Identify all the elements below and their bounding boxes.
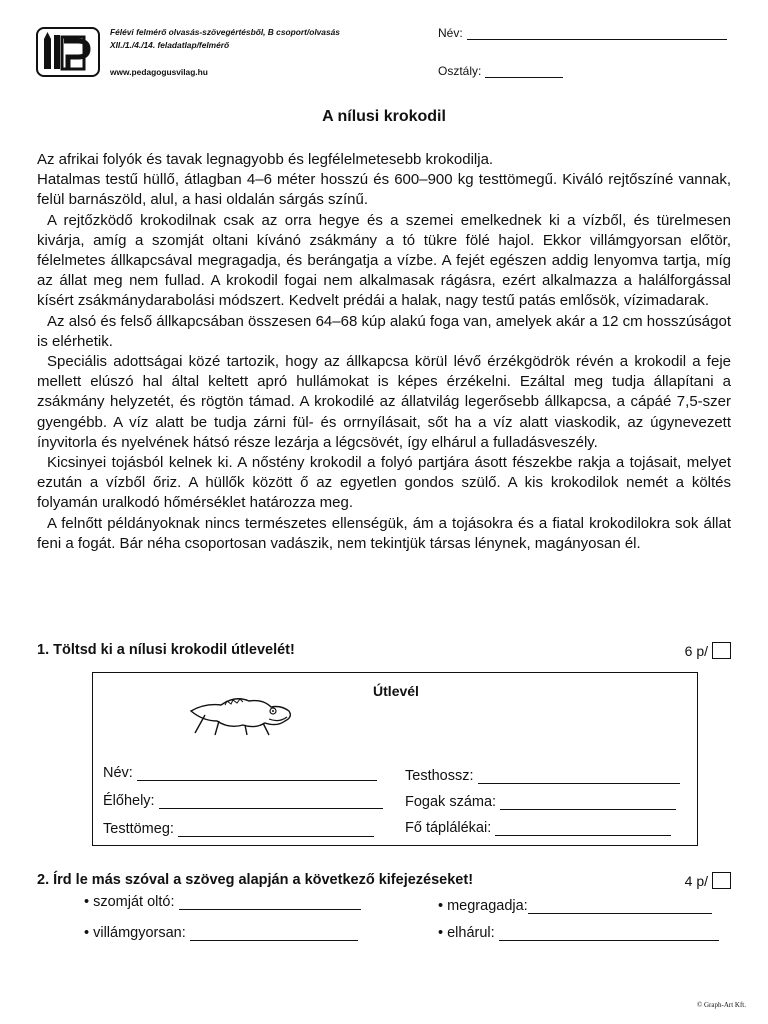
name-blank[interactable] <box>467 28 727 40</box>
task-1-heading <box>37 642 731 658</box>
logo-graphic <box>38 29 98 75</box>
passport-field-teeth[interactable] <box>405 794 676 810</box>
task-2-blank[interactable] <box>190 927 358 941</box>
passport-field-label: Élőhely: <box>103 793 155 809</box>
passport-field-weight[interactable] <box>103 821 374 837</box>
passport-field-label: Testtömeg: <box>103 821 174 837</box>
task-2-blank[interactable] <box>528 900 712 914</box>
name-field[interactable] <box>438 26 727 40</box>
task-2-points <box>685 872 731 889</box>
passport-field-label: Testhossz: <box>405 768 474 784</box>
paragraph: Az afrikai folyók és tavak legnagyobb és legfélelmetesebb krokodilja. <box>37 151 494 168</box>
passport-field-label: Fő táplálékai: <box>405 820 492 836</box>
passport-blank[interactable] <box>500 796 676 810</box>
passport-blank[interactable] <box>495 822 671 836</box>
task-2-item[interactable] <box>438 925 719 941</box>
page-title: A nílusi krokodil <box>322 108 446 125</box>
task-2-label: 2. Írd le más szóval a szöveg alapján a következő kifejezéseket! <box>37 872 474 888</box>
task-2-item-label: • megragadja: <box>438 898 528 914</box>
passport-field-label: Név: <box>103 765 133 781</box>
name-label: Név: <box>438 26 463 40</box>
task-2-blank[interactable] <box>499 927 719 941</box>
task-2-item[interactable] <box>438 898 712 914</box>
header-line-2: XII./1./4./14. feladatlap/felmérő <box>110 39 230 50</box>
copyright: © Graph-Art Kft. <box>696 1001 746 1009</box>
paragraph: Speciális adottságai közé tartozik, hogy az állkapcsa körül lévő érzékgödrök révén a krokodil a feje mellett elúszó hal által keltett apró hullámokat is képes érzékelni. Ezáltal meg tudja állapítani a zsákmány helyzetét, és rögtön támad. A krokodilé az állatvilág legerősebb állkapcsa, a cápáé 7,5-szer gyengébb. A víz alatt be tudja zárni fül- és orrnyílásait, sőt ha a víz alatt viaskodik, az úgynevezett ínyvitorla és nyelvének hátsó része lezárja a légcsövét, így elhárul a fulladásveszély. <box>37 353 731 451</box>
task-2-points-label: 4 p/ <box>684 872 708 889</box>
publisher-logo <box>36 27 100 77</box>
class-field[interactable] <box>438 64 563 78</box>
header-url[interactable]: www.pedagogusvilag.hu <box>110 67 208 77</box>
task-1-points <box>685 642 731 659</box>
passport-blank[interactable] <box>137 767 377 781</box>
paragraph: A felnőtt példányoknak nincs természetes ellenségük, ám a tojásokra és a fiatal krokodilokra sok állat feni a fogát. Bár néha csoportosan vadászik, nem tekintjük társas lénynek, magányosan él. <box>37 514 731 552</box>
passport-field-label: Fogak száma: <box>405 794 497 810</box>
class-label: Osztály: <box>438 64 482 78</box>
passport-field-habitat[interactable] <box>103 793 383 809</box>
page-header <box>36 24 736 84</box>
reading-text <box>37 150 731 554</box>
header-line-1: Félévi felmérő olvasás-szövegértésből, B csoport/olvasás <box>110 27 340 37</box>
task-1-label: 1. Töltsd ki a nílusi krokodil útlevelét! <box>37 642 295 658</box>
task-2-heading <box>37 872 731 888</box>
task-1-points-label: 6 p/ <box>684 642 708 659</box>
task-1-score-box[interactable] <box>712 642 731 659</box>
task-2-item[interactable] <box>84 894 361 910</box>
task-2-item-label: • szomját oltó: <box>84 894 175 910</box>
paragraph: Hatalmas testű hüllő, átlagban 4–6 méter hosszú és 600–900 kg testtömegű. Kiváló rejtőszíné vannak, felül barnászöld, alul, a hasi oldalán sárgás színű. <box>37 171 731 209</box>
passport-blank[interactable] <box>178 823 374 837</box>
passport-title: Útlevél <box>373 683 419 699</box>
passport-field-name[interactable] <box>103 765 377 781</box>
class-blank[interactable] <box>485 66 563 78</box>
paragraph: Az alsó és felső állkapcsában összesen 64–68 kúp alakú foga van, amelyek akár a 12 cm hosszúságot is elérhetik. <box>37 312 731 350</box>
passport-blank[interactable] <box>159 795 383 809</box>
header-info <box>110 26 340 51</box>
task-2-blank[interactable] <box>179 896 361 910</box>
passport-field-food[interactable] <box>405 820 671 836</box>
paragraph: A rejtőzködő krokodilnak csak az orra hegye és a szemei emelkednek ki a vízből, és türelmesen kivárja, amíg a szomját oltani kívánó zsákmány a tó tükre fölé hajol. Ekkor villámgyorsan előtör, félelmetes állkapcsával megragadja, és berángatja a vízbe. A fejét egészen addig lenyomva tartja, míg az állat meg nem fullad. A krokodil fogai nem alkalmasak rágásra, ezért alkalmazza a halálforgással kísért zsákmánydarabolási módszert. Kedvelt prédái a halak, nagy testű patás emlősök, vízimadarak. <box>37 211 731 310</box>
task-2-score-box[interactable] <box>712 872 731 889</box>
task-2-item-label: • elhárul: <box>438 925 495 941</box>
task-2-item-label: • villámgyorsan: <box>84 925 186 941</box>
passport-field-length[interactable] <box>405 768 680 784</box>
passport-box <box>92 672 698 846</box>
passport-blank[interactable] <box>478 770 680 784</box>
task-2-item[interactable] <box>84 925 358 941</box>
paragraph: Kicsinyei tojásból kelnek ki. A nőstény krokodil a folyó partjára ásott fészekbe rakja a tojásait, melyet ezután a vízből őriz. A hüllők között ő az egyetlen gondos szülő. A kis krokodilok nemét a költés folyamán uralkodó hőmérséklet határozza meg. <box>37 454 731 512</box>
